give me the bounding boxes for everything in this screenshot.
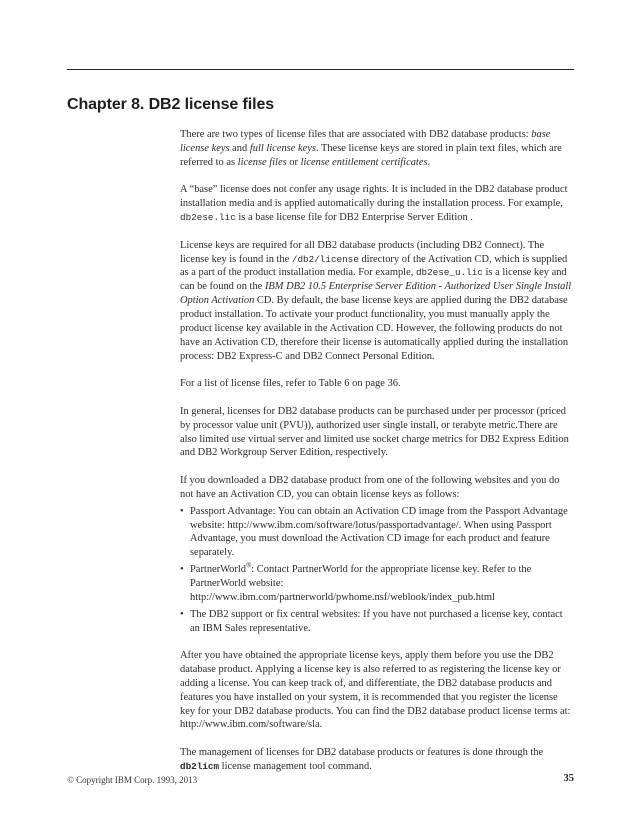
paragraph-download-intro: [180, 474, 574, 502]
code-filename: db2ese_u.lic: [415, 267, 483, 279]
list-item: [180, 505, 574, 560]
top-rule: [67, 69, 574, 70]
text: . These license keys are stored in plain text files, which are referred to as: [180, 142, 562, 168]
text: A “base” license does not confer any usage rights. It is included in the DB2 database product installation media and is applied automatically during the installation process. For example,: [180, 184, 568, 210]
product-title: IBM DB2 10.5 Enterprise Server Edition - Authorized User Single Install Option Activation: [180, 281, 572, 307]
text: For a list of license files, refer to Table 6 on page 36.: [180, 378, 401, 390]
text: Passport Advantage: You can obtain an Activation CD image from the Passport Advantage website: http://www.ibm.com/software/lotus/passportadvantage/. When using Passport Advantage, you must download the Activation CD image for each product and feature separately.: [190, 505, 568, 559]
paragraph-license-types: [180, 128, 574, 170]
code-filename: db2ese.lic: [180, 212, 236, 224]
code-command: db2licm: [180, 760, 220, 772]
paragraph-base-license: [180, 183, 574, 225]
text: After you have obtained the appropriate license keys, apply them before you use the DB2 database product. Applying a license key is also referred to as registering the license key or adding a license. You can keep track of, and differentiate, the DB2 database products and features you have installed on your system, it is recommended that you register the license key for your DB2 database products. You can find the DB2 database product license terms at: http://www.ibm.com/software/sla.: [180, 650, 571, 731]
bullet-icon: •: [180, 505, 184, 517]
registered-mark: ®: [245, 561, 252, 570]
list-item: [180, 563, 574, 605]
term-license-entitlement-certificates: license entitlement certificates: [300, 156, 428, 168]
term-license-files: license files: [237, 156, 287, 168]
page-number: 35: [563, 773, 574, 784]
list-item: [180, 608, 574, 636]
term-full-license-keys: full license keys: [249, 142, 316, 154]
term-base-license-keys: base license keys: [180, 129, 551, 154]
text: The DB2 support or fix central websites: If you have not purchased a license key, contact an IBM Sales representative.: [190, 608, 563, 634]
bullet-list: [180, 505, 574, 636]
text: is a base license file for DB2 Enterprise Server Edition .: [235, 212, 473, 224]
text: In general, licenses for DB2 database products can be purchased under per processor (priced by processor value unit (PVU)), authorized user single install, or terabyte metric.There are also limited use virtual server and limited use socket charge metrics for DB2 Express Edition and DB2 Workgroup Server Edition, respectively.: [180, 405, 569, 459]
text: is a license key and can be found on the: [180, 267, 567, 293]
text: and: [229, 142, 250, 154]
text: CD. By default, the base license keys are applied during the DB2 database product installation. To activate your product functionality, you must manually apply the product license key available in the Activation CD. However, the following products do not have an Activation CD, therefore their license is automatically applied during the installation process: DB2 Express-C and DB2 Connect Personal Edition.: [180, 295, 569, 362]
footer-copyright: © Copyright IBM Corp. 1993, 2013: [67, 775, 198, 785]
paragraph-license-keys: [180, 239, 574, 364]
code-directory: /db2/license: [291, 253, 359, 265]
text: There are two types of license files that are associated with DB2 database products:: [180, 129, 532, 140]
text: PartnerWorld: [190, 564, 246, 576]
text: If you downloaded a DB2 database product from one of the following websites and you do not have an Activation CD, you can obtain license keys as follows:: [180, 475, 560, 500]
paragraph-db2licm: [180, 746, 574, 774]
text: directory of the Activation CD, which is supplied as a part of the product installation media. For example,: [180, 253, 568, 279]
text: .: [427, 156, 431, 168]
text: The management of licenses for DB2 database products or features is done through the: [180, 747, 544, 759]
bullet-icon: •: [180, 564, 184, 576]
paragraph-purchase-metrics: [180, 405, 574, 460]
text: License keys are required for all DB2 database products (including DB2 Connect). The license key is found in the: [180, 239, 545, 265]
paragraph-apply-keys: [180, 649, 574, 732]
paragraph-table-reference: [180, 377, 574, 391]
bullet-icon: •: [180, 608, 184, 620]
text: or: [286, 156, 301, 168]
text: license management tool command.: [219, 760, 372, 772]
chapter-title: Chapter 8. DB2 license files: [67, 96, 275, 113]
text: : Contact PartnerWorld for the appropriate license key. Refer to the PartnerWorld website: http://www.ibm.com/partnerworld/pwhome.nsf/weblook/index_pub.html: [190, 564, 532, 603]
body-text: [180, 128, 574, 788]
